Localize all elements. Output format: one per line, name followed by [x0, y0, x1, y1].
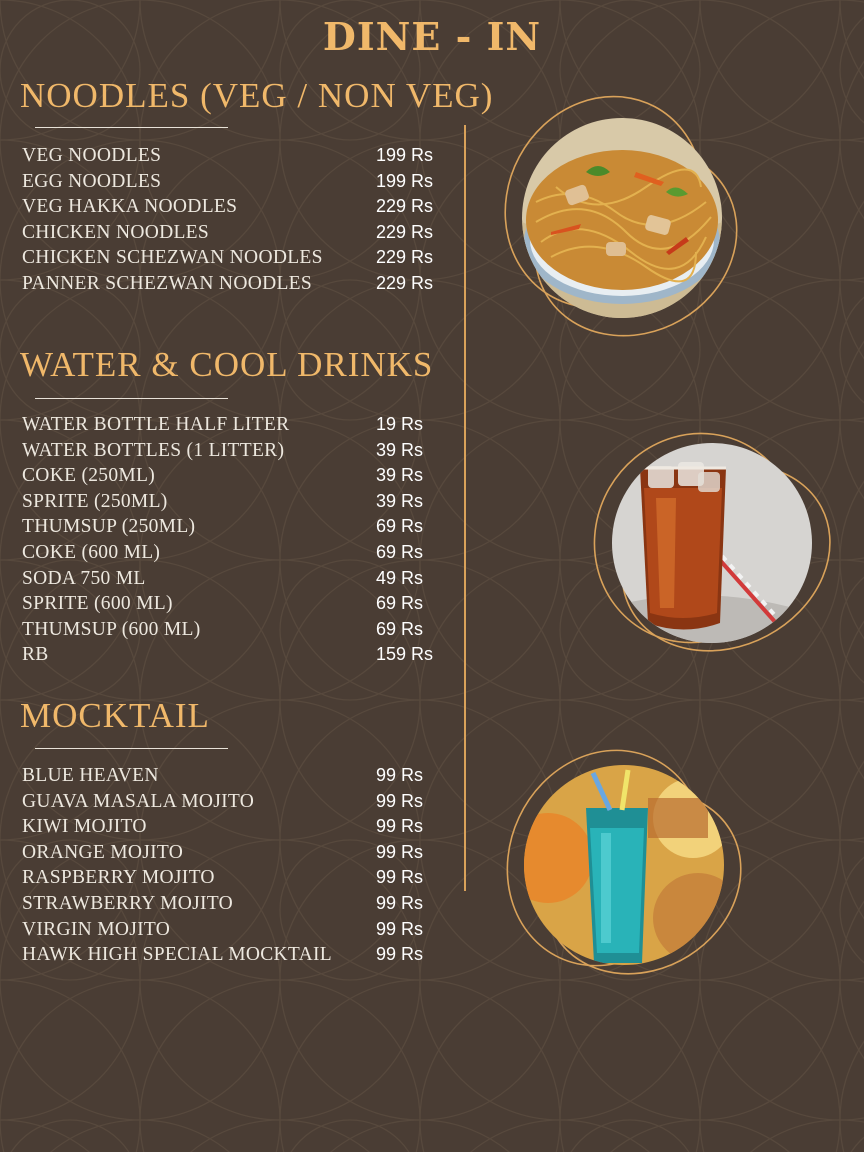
item-name: PANNER SCHEZWAN NOODLES [22, 272, 313, 294]
item-price: 19 Rs [376, 414, 424, 434]
item-price: 99 Rs [376, 841, 424, 862]
blue-mocktail-photo [498, 748, 752, 984]
menu-item [22, 891, 424, 917]
item-price: 39 Rs [376, 465, 424, 486]
page-title: DINE - IN [322, 14, 542, 59]
mocktail-list [22, 763, 424, 968]
item-price: 199 Rs [376, 145, 434, 165]
item-price: 69 Rs [376, 516, 424, 537]
menu-item [22, 865, 424, 891]
item-name: THUMSUP (600 ML) [22, 618, 201, 640]
item-name: RB [22, 644, 49, 666]
item-price: 99 Rs [376, 918, 424, 939]
item-name: ORANGE MOJITO [22, 841, 184, 863]
item-price: 99 Rs [376, 944, 424, 965]
item-price: 159 Rs [376, 644, 434, 665]
item-price: 99 Rs [376, 816, 424, 837]
menu-item [22, 942, 424, 968]
item-price: 199 Rs [376, 170, 434, 191]
item-price: 49 Rs [376, 567, 424, 588]
item-price: 39 Rs [376, 439, 424, 460]
item-price: 229 Rs [376, 196, 434, 217]
menu-item [22, 143, 434, 169]
item-name: KIWI MOJITO [22, 816, 147, 838]
item-price: 99 Rs [376, 892, 424, 913]
item-name: COKE (600 ML) [22, 541, 161, 563]
menu-item [22, 245, 434, 271]
menu-item [22, 463, 424, 489]
item-name: BLUE HEAVEN [22, 765, 159, 786]
item-name: SPRITE (250ML) [22, 490, 168, 512]
item-price: 229 Rs [376, 272, 434, 293]
menu-item [22, 438, 424, 464]
section-title-noodles: NOODLES (VEG / NON VEG) [20, 76, 494, 115]
menu-item [22, 617, 424, 643]
item-price: 69 Rs [376, 593, 424, 614]
item-price: 69 Rs [376, 618, 424, 639]
menu-item [22, 763, 424, 789]
menu-item [22, 169, 434, 195]
menu-item [22, 840, 424, 866]
item-name: WATER BOTTLES (1 LITTER) [22, 439, 285, 461]
item-name: CHICKEN NOODLES [22, 221, 210, 243]
menu-item [22, 917, 424, 943]
noodles-list [22, 143, 434, 297]
menu-item [22, 489, 424, 515]
menu-item [22, 814, 424, 840]
section-title-mocktail: MOCKTAIL [20, 696, 210, 735]
menu-item [22, 789, 424, 815]
menu-item [22, 642, 434, 668]
section-title-drinks: WATER & COOL DRINKS [20, 345, 434, 384]
item-name: CHICKEN SCHEZWAN NOODLES [22, 247, 323, 269]
menu-item [22, 220, 434, 246]
item-name: VIRGIN MOJITO [22, 918, 171, 940]
item-name: SPRITE (600 ML) [22, 593, 173, 615]
drinks-list [22, 412, 434, 668]
menu-item [22, 412, 424, 438]
menu-item [22, 514, 424, 540]
menu-item [22, 566, 424, 592]
noodles-bowl-photo [496, 92, 756, 354]
item-price: 39 Rs [376, 490, 424, 511]
item-name: HAWK HIGH SPECIAL MOCKTAIL [22, 944, 332, 966]
column-divider [464, 125, 466, 891]
item-price: 99 Rs [376, 867, 424, 888]
item-price: 229 Rs [376, 247, 434, 268]
item-price: 229 Rs [376, 221, 434, 242]
item-price: 99 Rs [376, 790, 424, 811]
menu-item [22, 591, 424, 617]
item-name: SODA 750 ML [22, 567, 146, 589]
item-name: VEG NOODLES [22, 145, 162, 166]
item-price: 99 Rs [376, 765, 424, 785]
item-name: VEG HAKKA NOODLES [22, 196, 238, 218]
menu-item [22, 271, 434, 297]
section-underline [35, 127, 228, 128]
item-name: RASPBERRY MOJITO [22, 867, 215, 889]
item-name: THUMSUP (250ML) [22, 516, 196, 538]
menu-item [22, 540, 424, 566]
section-underline [35, 398, 228, 399]
cola-glass-photo [586, 408, 838, 676]
item-price: 69 Rs [376, 541, 424, 562]
menu-item [22, 194, 434, 220]
item-name: COKE (250ML) [22, 465, 156, 487]
item-name: EGG NOODLES [22, 170, 162, 192]
item-name: STRAWBERRY MOJITO [22, 892, 234, 914]
item-name: WATER BOTTLE HALF LITER [22, 414, 290, 435]
section-underline [35, 748, 228, 749]
item-name: GUAVA MASALA MOJITO [22, 790, 255, 812]
